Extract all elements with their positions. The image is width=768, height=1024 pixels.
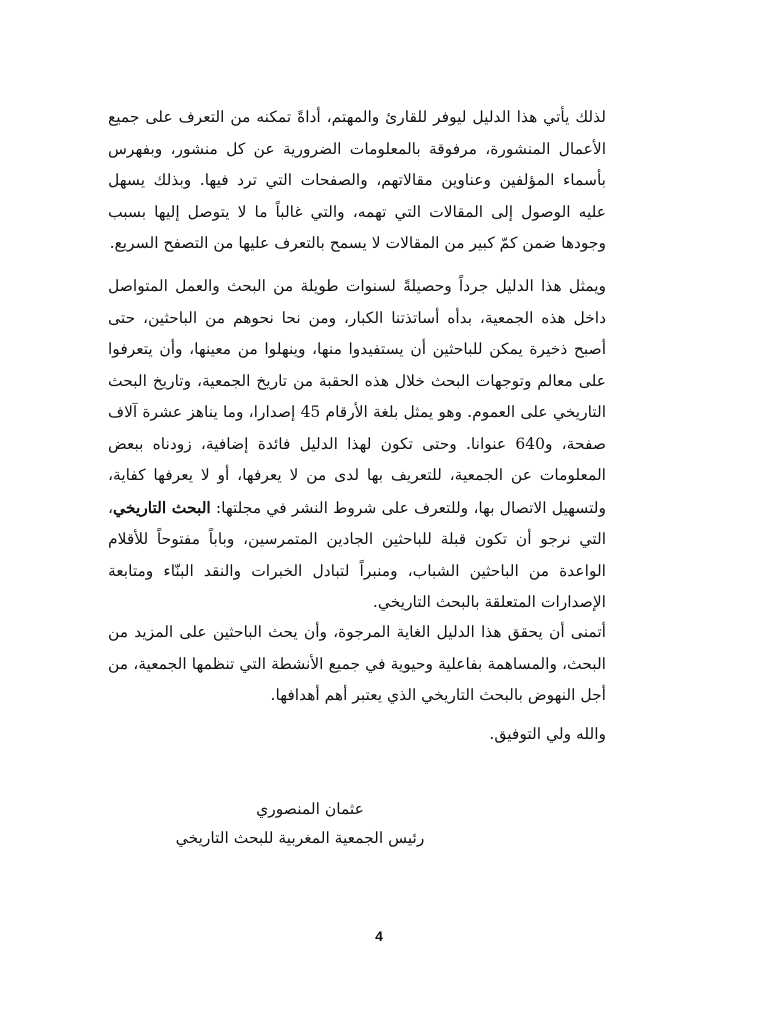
paragraph-intro: لذلك يأتي هذا الدليل ليوفر للقارئ والمهتم، أداةً تمكنه من التعرف على جميع الأعمال المنشورة، مرفوقة بالمعلومات الضرورية عن كل منشور، وبفهرس بأسماء المؤلفين وعناوين مقالاتهم، والصفحات التي ترد فيها. وبذلك يسهل عليه الوصول إلى المقالات التي تهمه، والتي غالباً ما لا يتوصل إليها بسبب وجودها ضمن كمّ كبير من المقالات لا يسمح بالتعرف عليها من التصفح السريع. xyxy=(108,108,606,252)
paragraph-inventory-text-start: ويمثل هذا الدليل جرداً وحصيلةً لسنوات طويلة من البحث والعمل المتواصل داخل هذه الجمعية، بدأه أساتذتنا الكبار، ومن نحا نحوهم من الباحثين، حتى أصبح ذخيرة يمكن للباحثين أن يستفيدوا منها، وينهلوا من معينها، وأن يتعرفوا على معالم وتوجهات البحث خلال هذه الحقبة من تاريخ الجمعية، وتاريخ البحث التاريخي على العموم. وهو يمثل بلغة الأرقام 45 إصدارا، وما يناهز عشرة آلاف صفحة، و640 عنوانا. وحتى تكون لهذا الدليل فائدة إضافية، زودناه ببعض المعلومات عن الجمعية، للتعريف بها لدى من لا يعرفها، أو لا يعرفها كفاية، ولتسهيل الاتصال بها، وللتعرف على شروط النشر في مجلتها: xyxy=(108,277,607,517)
signature-title: رئيس الجمعية المغربية للبحث التاريخي xyxy=(175,829,425,847)
paragraph-wish: أتمنى أن يحقق هذا الدليل الغاية المرجوة، وأن يحث الباحثين على المزيد من البحث، والمساهمة بفاعلية وحيوية في جميع الأنشطة التي تنظمها الجمعية، من أجل النهوض بالبحث التاريخي الذي يعتبر أهم أهدافها. xyxy=(108,623,606,704)
signature-name: عثمان المنصوري xyxy=(256,800,364,818)
paragraph-inventory xyxy=(108,271,606,619)
journal-name: البحث التاريخي xyxy=(113,497,211,517)
page-number: 4 xyxy=(375,928,383,944)
paragraph-inventory-text-end: ، التي نرجو أن تكون قبلة للباحثين الجادين المتمرسين، وباباً مفتوحاً للأقلام الواعدة من الباحثين الشباب، ومنبراً لتبادل الخبرات والنقد البنّاء ومتابعة الإصدارات المتعلقة بالبحث التاريخي. xyxy=(108,498,606,611)
closing-line: والله ولي التوفيق. xyxy=(489,725,606,743)
